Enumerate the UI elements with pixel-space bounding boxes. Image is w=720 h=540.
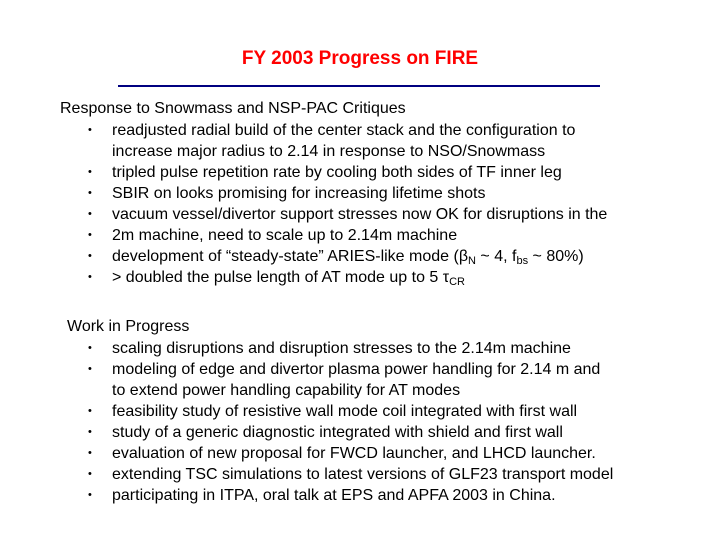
section-heading: Response to Snowmass and NSP-PAC Critiques <box>60 100 406 117</box>
slide-title: FY 2003 Progress on FIRE <box>241 48 479 69</box>
bullet-icon: • <box>88 447 92 459</box>
bullet-icon: • <box>88 250 92 262</box>
list-item-text: tripled pulse repetition rate by cooling both sides of TF inner leg <box>112 164 562 181</box>
tau-symbol: τ <box>442 269 450 286</box>
bullet-list <box>60 120 607 288</box>
subscript: bs <box>516 255 529 267</box>
list-item <box>67 443 613 464</box>
list-item <box>60 183 607 204</box>
bullet-icon: • <box>88 489 92 501</box>
list-item <box>60 246 607 267</box>
bullet-icon: • <box>88 229 92 241</box>
list-item <box>67 401 613 422</box>
text-part: development of “steady-state” ARIES-like mode ( <box>112 248 459 265</box>
section-work-in-progress <box>67 316 613 506</box>
list-item-text: vacuum vessel/divertor support stresses now OK for disruptions in the <box>112 206 608 223</box>
list-item <box>60 162 607 183</box>
bullet-icon: • <box>88 166 92 178</box>
list-item-text: scaling disruptions and disruption stresses to the 2.14m machine <box>112 340 571 357</box>
list-item <box>67 359 613 401</box>
bullet-list <box>67 338 613 506</box>
text-part: ~ 4, f <box>475 248 517 265</box>
list-item-text: extending TSC simulations to latest versions of GLF23 transport model <box>112 466 614 483</box>
bullet-icon: • <box>88 405 92 417</box>
section-heading: Work in Progress <box>67 318 190 335</box>
list-item-text <box>112 246 607 267</box>
list-item <box>67 464 613 485</box>
list-item-text: modeling of edge and divertor plasma power handling for 2.14 m and <box>112 361 601 378</box>
bullet-icon: • <box>88 363 92 375</box>
list-item-text: evaluation of new proposal for FWCD launcher, and LHCD launcher. <box>112 445 596 462</box>
text-part: > doubled the pulse length of AT mode up to 5 <box>112 269 443 286</box>
bullet-icon: • <box>88 426 92 438</box>
list-item-text: increase major radius to 2.14 in response to NSO/Snowmass <box>112 143 546 160</box>
bullet-icon: • <box>88 208 92 220</box>
list-item-text <box>112 267 607 288</box>
subscript: CR <box>449 276 465 288</box>
bullet-icon: • <box>88 187 92 199</box>
text-part: ~ 80%) <box>528 248 584 265</box>
list-item-text: SBIR on looks promising for increasing lifetime shots <box>112 185 486 202</box>
list-item <box>60 204 607 225</box>
section-response <box>60 98 607 288</box>
bullet-icon: • <box>88 271 92 283</box>
list-item-text: 2m machine, need to scale up to 2.14m machine <box>112 227 458 244</box>
list-item-text: feasibility study of resistive wall mode coil integrated with first wall <box>112 403 578 420</box>
beta-symbol: β <box>458 248 469 265</box>
title-underline <box>118 85 600 87</box>
bullet-icon: • <box>88 342 92 354</box>
subscript: N <box>468 255 476 267</box>
list-item-text: to extend power handling capability for AT modes <box>112 382 461 399</box>
bullet-icon: • <box>88 468 92 480</box>
list-item <box>60 120 607 162</box>
list-item-text: participating in ITPA, oral talk at EPS and APFA 2003 in China. <box>112 487 556 504</box>
list-item <box>67 422 613 443</box>
list-item <box>60 267 607 288</box>
bullet-icon: • <box>88 124 92 136</box>
list-item <box>67 485 613 506</box>
list-item-text: study of a generic diagnostic integrated with shield and first wall <box>112 424 563 441</box>
list-item <box>67 338 613 359</box>
list-item-text: readjusted radial build of the center stack and the configuration to <box>112 122 576 139</box>
list-item <box>60 225 607 246</box>
